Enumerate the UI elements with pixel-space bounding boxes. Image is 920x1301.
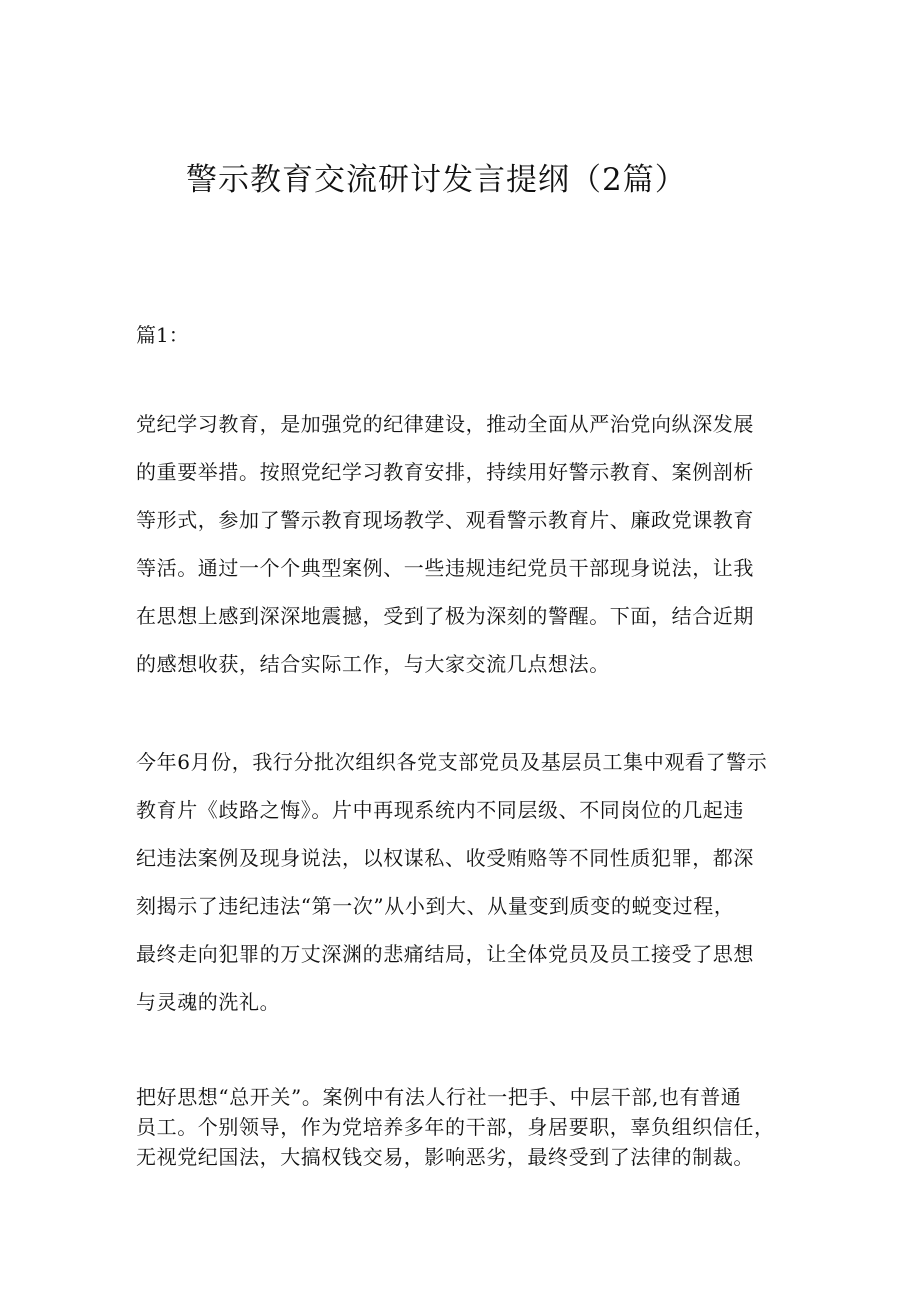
paragraph-2 [136,738,796,1026]
paragraph-line: 最终走向犯罪的万丈深渊的悲痛结局，让全体党员及员工接受了思想 [136,942,754,966]
section-label: 篇1： [136,323,189,347]
paragraph-line: 刻揭示了违纪违法“第一次”从小到大、从量变到质变的蜕变过程， [136,894,735,918]
paragraph-line: 党纪学习教育，是加强党的纪律建设，推动全面从严治党向纵深发展 [136,412,754,436]
paragraph-line: 与灵魂的洗礼。 [136,990,281,1014]
paragraph-line: 今年6月份，我行分批次组织各党支部党员及基层员工集中观看了警示 [136,750,768,774]
paragraph-1 [136,400,796,688]
paragraph-line: 把好思想“总开关”。案例中有法人行社一把手、中层干部,也有普通 [136,1085,742,1109]
paragraph-line: 无视党纪国法，大搞权钱交易，影响恶劣，最终受到了法律的制裁。 [136,1145,754,1169]
paragraph-line: 教育片《歧路之悔》。片中再现系统内不同层级、不同岗位的几起违 [136,798,744,822]
paragraph-line: 在思想上感到深深地震撼，受到了极为深刻的警醒。下面，结合近期 [136,604,754,628]
paragraph-line: 等形式，参加了警示教育现场教学、观看警示教育片、廉政党课教育 [136,508,754,532]
document-title: 警示教育交流研讨发言提纲（2篇） [186,162,687,198]
paragraph-line: 的感想收获，结合实际工作，与大家交流几点想法。 [136,652,610,676]
paragraph-line: 等活。通过一个个典型案例、一些违规违纪党员干部现身说法，让我 [136,556,754,580]
paragraph-3 [136,1082,796,1172]
paragraph-line: 纪违法案例及现身说法，以权谋私、收受贿赂等不同性质犯罪，都深 [136,846,754,870]
paragraph-line: 员工。个别领导，作为党培养多年的干部，身居要职，辜负组织信任， [136,1115,775,1139]
paragraph-line: 的重要举措。按照党纪学习教育安排，持续用好警示教育、案例剖析 [136,460,754,484]
